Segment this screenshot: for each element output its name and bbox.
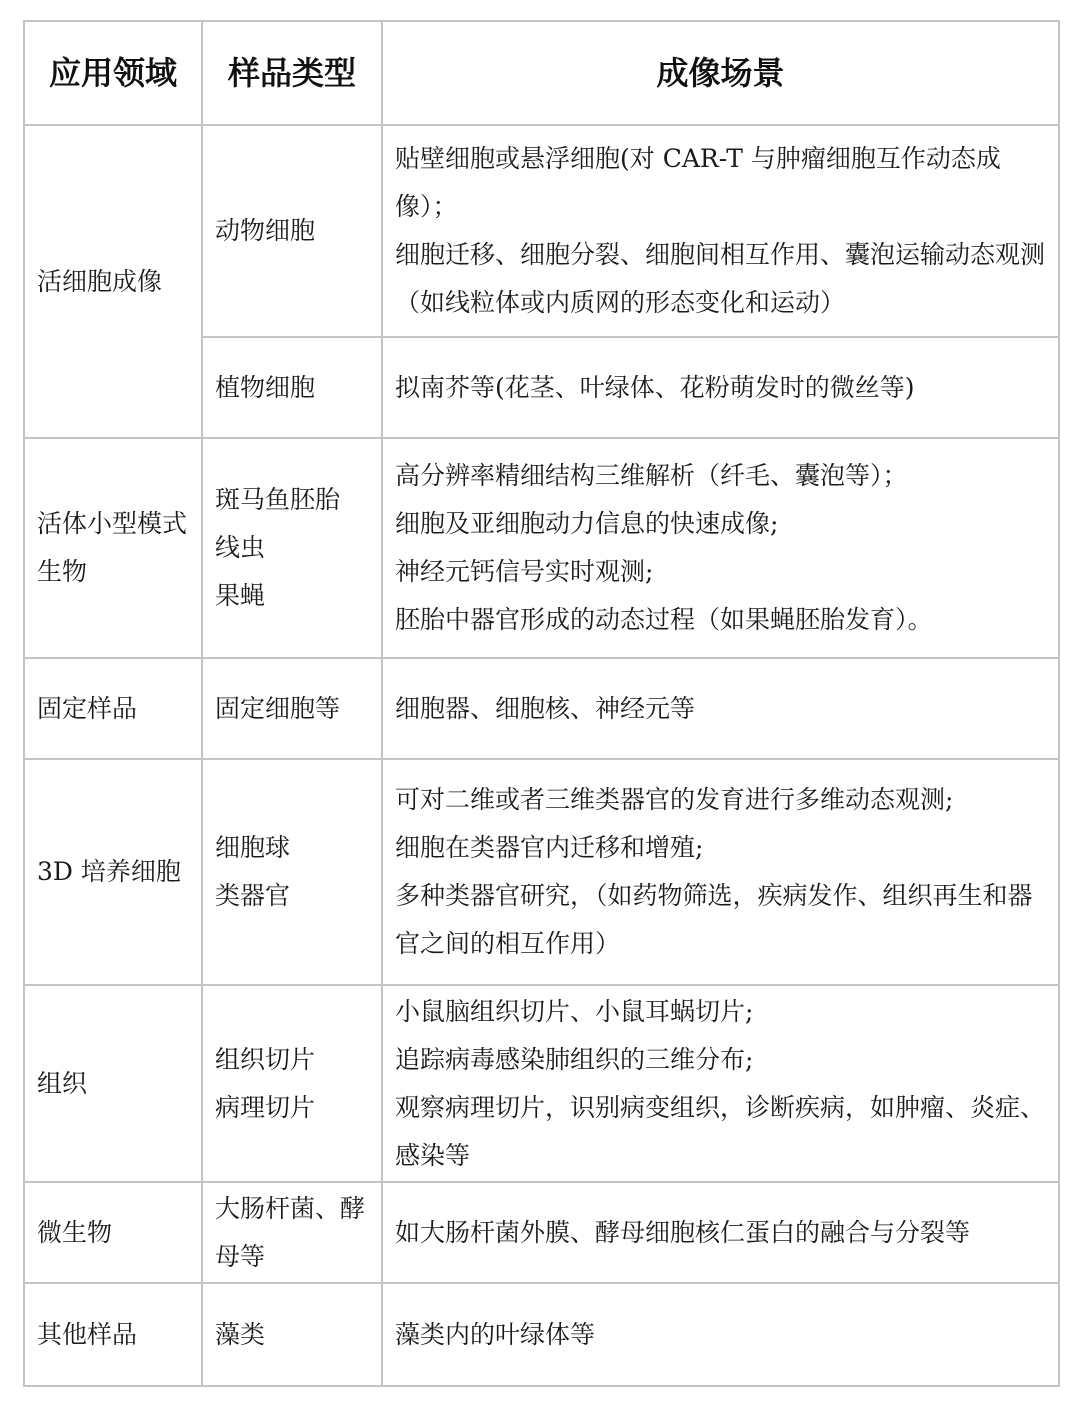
imaging-scene-line: 高分辨率精细结构三维解析（纤毛、囊泡等）； [395, 461, 908, 490]
domain-cell: 3D 培养细胞 [24, 759, 202, 985]
sample-type-line: 大肠杆菌、酵母等 [215, 1193, 366, 1271]
sample-type-line: 藻类 [215, 1319, 266, 1349]
table-row [24, 438, 1059, 658]
imaging-scene-cell [382, 438, 1059, 658]
domain-cell: 组织 [24, 985, 202, 1182]
sample-type-line: 斑马鱼胚胎 [215, 485, 341, 514]
sample-type-line: 组织切片 [215, 1044, 316, 1074]
imaging-scene-line: 贴壁细胞或悬浮细胞(对 CAR-T 与肿瘤细胞互作动态成像）； [395, 144, 1001, 221]
domain-cell: 活细胞成像 [24, 125, 202, 438]
sample-type-cell [202, 125, 382, 337]
header-cell-imaging-scene: 成像场景 [382, 21, 1059, 125]
sample-type-cell [202, 658, 382, 759]
sample-type-cell [202, 1283, 382, 1386]
table-body [24, 125, 1059, 1386]
table-row [24, 125, 1059, 337]
domain-cell: 固定样品 [24, 658, 202, 759]
imaging-scene-line: 细胞器、细胞核、神经元等 [395, 693, 696, 723]
imaging-scene-cell [382, 1283, 1059, 1386]
sample-type-line: 线虫 [215, 533, 266, 562]
domain-cell: 其他样品 [24, 1283, 202, 1386]
sample-type-line: 固定细胞等 [215, 693, 341, 723]
imaging-scene-line: 细胞迁移、细胞分裂、细胞间相互作用、囊泡运输动态观测（如线粒体或内质网的形态变化和运动） [395, 240, 1046, 317]
imaging-scene-line: 多种类器官研究，（如药物筛选，疾病发作、组织再生和器官之间的相互作用） [395, 881, 1033, 958]
imaging-scene-cell [382, 337, 1059, 438]
imaging-scene-cell [382, 125, 1059, 337]
header-row [24, 21, 1059, 125]
sample-type-cell [202, 985, 382, 1182]
imaging-scene-line: 藻类内的叶绿体等 [395, 1319, 596, 1349]
imaging-scene-cell [382, 658, 1059, 759]
table-row [24, 1182, 1059, 1283]
imaging-scene-line: 小鼠脑组织切片、小鼠耳蜗切片; [395, 996, 754, 1026]
imaging-scene-cell [382, 985, 1059, 1182]
imaging-applications-table [23, 20, 1060, 1387]
sample-type-cell [202, 1182, 382, 1283]
imaging-scene-line: 可对二维或者三维类器官的发育进行多维动态观测; [395, 785, 954, 814]
domain-cell: 微生物 [24, 1182, 202, 1283]
sample-type-line: 病理切片 [215, 1092, 316, 1122]
sample-type-line: 动物细胞 [215, 216, 316, 245]
table-row [24, 985, 1059, 1182]
header-cell-domain: 应用领域 [24, 21, 202, 125]
imaging-scene-cell [382, 759, 1059, 985]
imaging-scene-cell [382, 1182, 1059, 1283]
imaging-scene-line: 追踪病毒感染肺组织的三维分布; [395, 1044, 754, 1074]
header-cell-sample-type: 样品类型 [202, 21, 382, 125]
imaging-scene-line: 细胞及亚细胞动力信息的快速成像; [395, 509, 779, 538]
domain-cell: 活体小型模式生物 [24, 438, 202, 658]
imaging-scene-line: 观察病理切片，识别病变组织，诊断疾病，如肿瘤、炎症、感染等 [395, 1092, 1046, 1170]
imaging-scene-line: 如大肠杆菌外膜、酵母细胞核仁蛋白的融合与分裂等 [395, 1217, 971, 1247]
sample-type-cell [202, 759, 382, 985]
sample-type-line: 类器官 [215, 881, 291, 910]
table-row [24, 658, 1059, 759]
sample-type-cell [202, 337, 382, 438]
imaging-scene-line: 胚胎中器官形成的动态过程（如果蝇胚胎发育）。 [395, 605, 933, 634]
imaging-scene-line: 细胞在类器官内迁移和增殖; [395, 833, 704, 862]
imaging-scene-line: 拟南芥等(花茎、叶绿体、花粉萌发时的微丝等) [395, 372, 915, 402]
sample-type-line: 细胞球 [215, 833, 291, 862]
table-row [24, 759, 1059, 985]
table-row [24, 1283, 1059, 1386]
sample-type-cell [202, 438, 382, 658]
sample-type-line: 植物细胞 [215, 372, 316, 402]
sample-type-line: 果蝇 [215, 581, 266, 610]
imaging-scene-line: 神经元钙信号实时观测; [395, 557, 654, 586]
